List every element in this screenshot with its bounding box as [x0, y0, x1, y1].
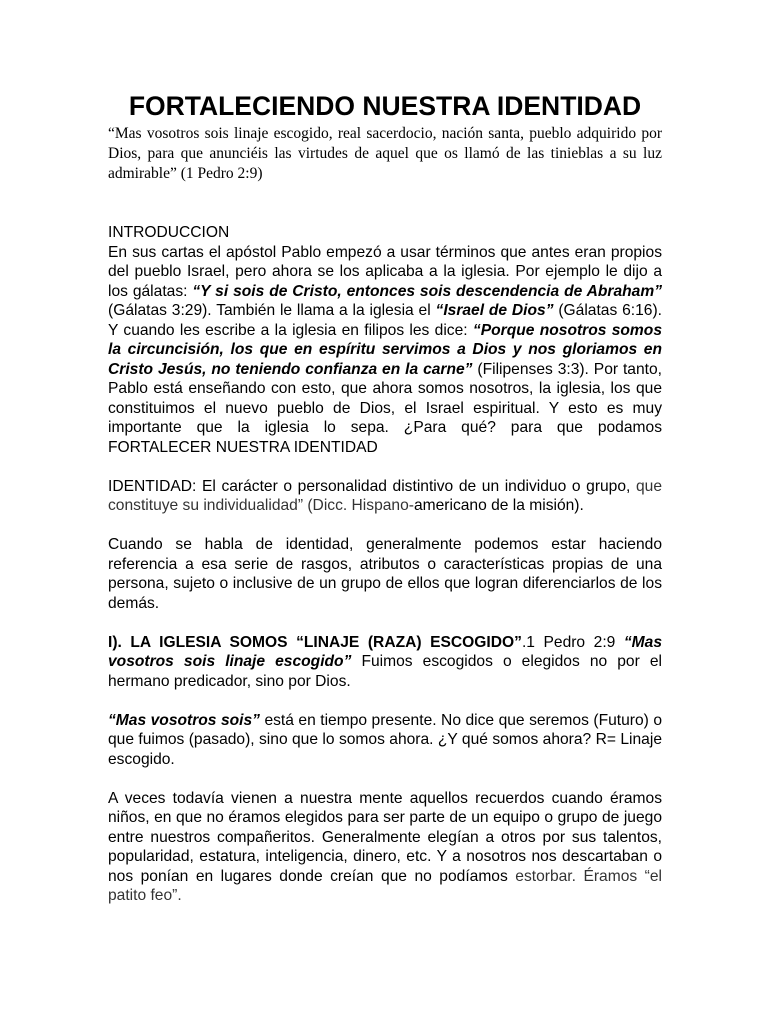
document-page: [108, 88, 662, 906]
intro-paragraph: En sus cartas el apóstol Pablo empezó a usar términos que antes eran propios del pueblo Israel, pero ahora se los aplicaba a la iglesia. Por ejemplo le dijo a los gálatas: “Y si sois de Cristo, entonces sois descendencia de Abraham” (Gálatas 3:29). También le llama a la iglesia el “Israel de Dios” (Gálatas 6:16). Y cuando les escribe a la iglesia en filipos les dice: “Porque nosotros somos la circuncisión, los que en espíritu servimos a Dios y nos gloriamos en Cristo Jesús, no teniendo confianza en la carne” (Filipenses 3:3). Por tanto, Pablo está enseñando con esto, que ahora somos nosotros, la iglesia, los que constituimos el nuevo pueblo de Dios, el Israel espiritual. Y esto es muy importante que la iglesia lo sepa. ¿Para qué? para que podamos FORTALECER NUESTRA IDENTIDAD: [108, 243, 662, 456]
quote-filipenses-3-3: “Porque nosotros somos la circuncisión, los que en espíritu servimos a Dios y nos gloriamos en Cristo Jesús, no teniendo confianza en la carne”: [108, 321, 662, 378]
quote-galatas-3-29: “Y si sois de Cristo, entonces sois descendencia de Abraham”: [192, 282, 662, 300]
quote-galatas-6-16: “Israel de Dios”: [435, 302, 554, 319]
identidad-definition: IDENTIDAD: El carácter o personalidad distintivo de un individuo o grupo, que constituye su individualidad” (Dicc. Hispano-americano de la misión).: [108, 477, 662, 514]
intro-heading: INTRODUCCION: [108, 224, 230, 241]
tiempo-presente-paragraph: “Mas vosotros sois” está en tiempo presente. No dice que seremos (Futuro) o que fuimos (pasado), sino que lo somos ahora. ¿Y qué somos ahora? R= Linaje escogido.: [108, 711, 662, 768]
section-1-paragraph: I). LA IGLESIA SOMOS “LINAJE (RAZA) ESCOGIDO”.1 Pedro 2:9 “Mas vosotros sois linaje escogido” Fuimos escogidos o elegidos no por el hermano predicador, sino por Dios.: [108, 633, 663, 690]
section-1-quote: “Mas vosotros sois linaje escogido”: [108, 633, 663, 670]
mas-vosotros-quote: “Mas vosotros sois”: [108, 711, 260, 729]
recuerdos-paragraph: A veces todavía vienen a nuestra mente aquellos recuerdos cuando éramos niños, en que no éramos elegidos para ser parte de un equipo o grupo de juego entre nuestros compañeritos. Generalmente elegían a otros por sus talentos, popularidad, estatura, inteligencia, dinero, etc. Y a nosotros nos descartaban o nos ponían en lugares donde creían que no podíamos estorbar. Éramos “el patito feo”.: [108, 789, 662, 904]
page-title: FORTALECIENDO NUESTRA IDENTIDAD: [128, 91, 642, 121]
epigraph-verse: “Mas vosotros sois linaje escogido, real sacerdocio, nación santa, pueblo adquirido por Dios, para que anunciéis las virtudes de aquel que os llamó de las tinieblas a su luz admirable” (1 Pedro 2:9): [108, 125, 662, 182]
section-1-heading: I). LA IGLESIA SOMOS “LINAJE (RAZA) ESCOGIDO”: [108, 633, 522, 651]
identidad-paragraph: Cuando se habla de identidad, generalmente podemos estar haciendo referencia a esa serie de rasgos, atributos o características propias de una persona, sujeto o inclusive de un grupo de ellos que logran diferenciarlos de los demás.: [108, 536, 662, 612]
